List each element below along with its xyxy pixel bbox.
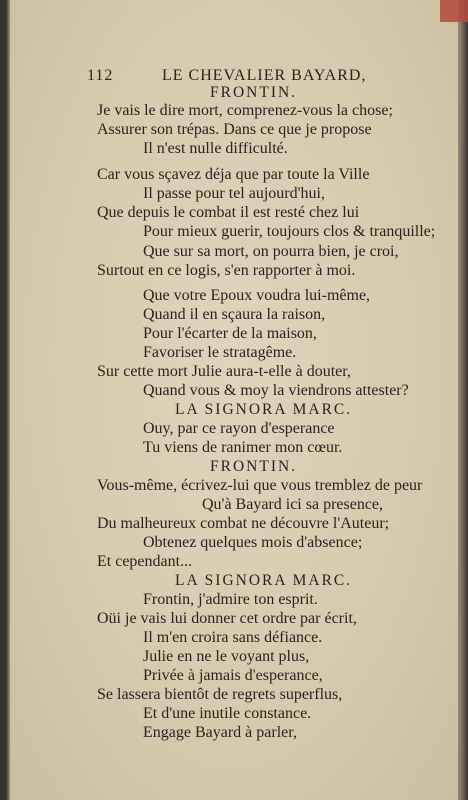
verse-line: Oüi je vais lui donner cet ordre par écrit,	[97, 610, 357, 627]
verse-line: Surtout en ce logis, s'en rapporter à moi.	[97, 262, 356, 279]
verse-line: Privée à jamais d'esperance,	[143, 667, 323, 684]
verse-line: Et cependant...	[97, 553, 193, 570]
verse-line: Frontin, j'admire ton esprit.	[143, 591, 318, 608]
verse-line: Que depuis le combat il est resté chez lui	[97, 204, 360, 221]
verse-line: Que sur sa mort, on pourra bien, je croi,	[143, 243, 399, 260]
verse-line: Sur cette mort Julie aura-t-elle à douter,	[97, 363, 351, 380]
speaker-name: LA SIGNORA MARC.	[175, 572, 353, 589]
verse-line: Obtenez quelques mois d'absence;	[143, 534, 363, 551]
verse-line: Quand vous & moy la viendrons attester?	[143, 382, 409, 399]
verse-line: Ouy, par ce rayon d'esperance	[143, 420, 335, 437]
verse-line: Du malheureux combat ne découvre l'Auteur;	[97, 515, 390, 532]
verse-line: Assurer son trépas. Dans ce que je propose	[97, 121, 372, 138]
verse-line: Que votre Epoux voudra lui-même,	[143, 287, 371, 304]
verse-line: Engage Bayard à parler,	[143, 724, 297, 741]
verse-line: Vous-même, écrivez-lui que vous tremblez de peur	[97, 477, 423, 494]
verse-line: Et d'une inutile constance.	[143, 705, 312, 722]
running-title: LE CHEVALIER BAYARD,	[162, 67, 367, 84]
verse-line: Tu viens de ranimer mon cœur.	[143, 439, 343, 456]
verse-line: Favoriser le stratagême.	[143, 344, 297, 361]
book-page	[10, 0, 458, 800]
verse-line: Pour l'écarter de la maison,	[143, 325, 317, 342]
page-text	[10, 0, 458, 800]
verse-line: Il passe pour tel aujourd'hui,	[143, 185, 325, 202]
verse-line: Je vais le dire mort, comprenez-vous la chose;	[97, 102, 393, 119]
speaker-name: FRONTIN.	[210, 458, 298, 475]
verse-line: Il n'est nulle difficulté.	[143, 140, 288, 157]
verse-line: Car vous sçavez déja que par toute la Ville	[97, 166, 370, 183]
verse-line: Il m'en croira sans défiance.	[143, 629, 323, 646]
page-number: 112	[87, 67, 114, 84]
speaker-name: FRONTIN.	[210, 84, 298, 101]
verse-line: Qu'à Bayard ici sa presence,	[202, 496, 384, 513]
speaker-name: LA SIGNORA MARC.	[175, 401, 353, 418]
verse-line: Julie en ne le voyant plus,	[143, 648, 310, 665]
verse-line: Pour mieux guerir, toujours clos & tranquille;	[143, 223, 436, 240]
verse-line: Se lassera bientôt de regrets superflus,	[97, 686, 343, 703]
verse-line: Quand il en sçaura la raison,	[143, 306, 326, 323]
